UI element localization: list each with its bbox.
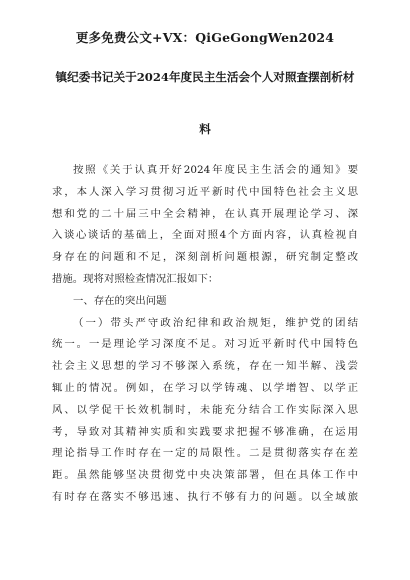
document-title-line-2: 料 (199, 122, 211, 136)
paragraph-2-line: 统一。一是理论学习深度不足。对习近平新时代中国特色 (52, 338, 358, 351)
paragraph-2-line: （一）带头严守政治纪律和政治规矩，维护党的团结 (73, 316, 358, 329)
header-notice: 更多免费公文+VX：QiGeGongWen2024 (75, 30, 335, 45)
section-heading: 一、存在的突出问题 (73, 294, 167, 307)
paragraph-2-line: 辄止的情况。例如，在学习以学铸魂、以学增智、以学正 (52, 381, 358, 394)
paragraph-1-line: 求，本人深入学习贯彻习近平新时代中国特色社会主义思 (52, 185, 358, 198)
paragraph-2-line: 有时存在落实不够迅速、执行不够有力的问题。以全域旅 (52, 490, 358, 503)
paragraph-1-line: 按照《关于认真开好2024年度民主生活会的通知》要 (73, 164, 358, 176)
paragraph-2-line: 社会主义思想的学习不够深入系统，存在一知半解、浅尝 (52, 360, 358, 373)
paragraph-2-line: 考，导致对其精神实质和实践要求把握不够准确，在运用 (52, 425, 358, 438)
document-title-line-1: 镇纪委书记关于2024年度民主生活会个人对照查摆剖析材 (55, 70, 355, 84)
paragraph-1-line: 想和党的二十届三中全会精神，在认真开展理论学习、深 (52, 207, 358, 220)
paragraph-1-line: 入谈心谈话的基础上，全面对照4个方面内容，认真检视自 (52, 229, 358, 242)
paragraph-1-line: 身存在的问题和不足，深刻剖析问题根源，研究制定整改 (52, 251, 358, 264)
document-body (52, 160, 358, 509)
paragraph-2-line: 理论指导工作时存在一定的局限性。二是贯彻落实存在差 (52, 447, 358, 460)
paragraph-1-line: 措施。现将对照检查情况汇报如下： (52, 272, 219, 285)
paragraph-2-line: 距。虽然能够坚决贯彻党中央决策部署，但在具体工作中 (52, 469, 358, 482)
paragraph-2-line: 风、以学促干长效机制时，未能充分结合工作实际深入思 (52, 403, 358, 416)
